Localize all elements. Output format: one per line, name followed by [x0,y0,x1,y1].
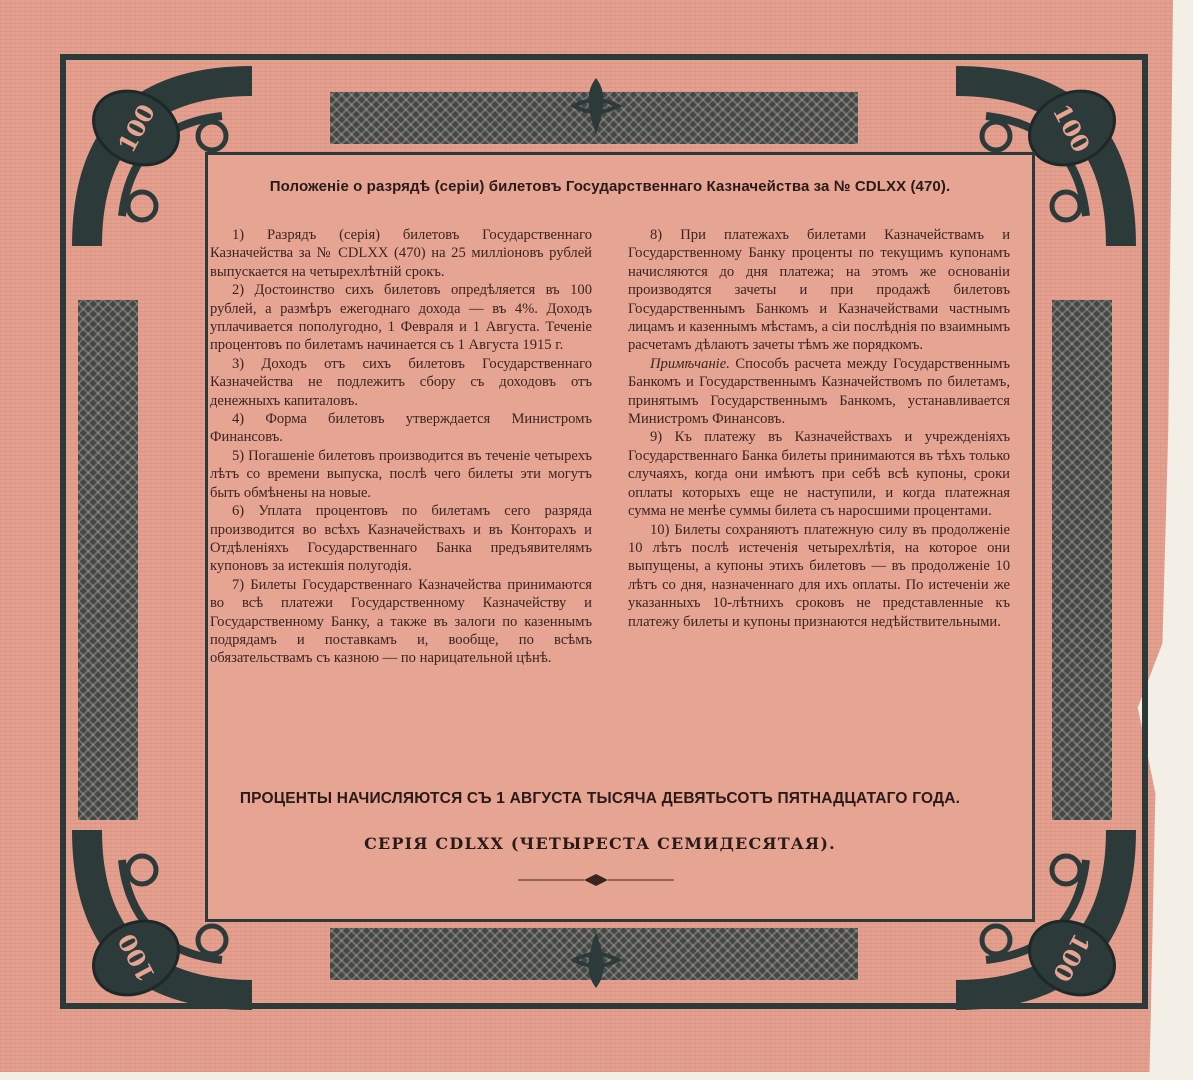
clause-1: 1) Разрядъ (серія) билетовъ Государственнаго Казначейства за № CDLXX (470) на 25 милліоновъ рублей выпускается на четырехлѣтній срокъ. [210,227,592,280]
clause-3: 3) Доходъ отъ сихъ билетовъ Государственнаго Казначейства не подлежитъ сбору съ доходовъ отъ денежныхъ капиталовъ. [210,355,592,409]
clause-9: 9) Къ платежу въ Казначействахъ и учрежденіяхъ Государственнаго Банка билеты принимаются въ тѣхъ только случаяхъ, когда они имѣютъ при себѣ всѣ купоны, сроки оплаты которыхъ еще не наступили, и когда платежная сумма не менѣе суммы билета съ наросшими процентами. [628,429,1010,520]
denomination-text: 100 [111,929,161,987]
left-text-column [210,226,592,668]
clause-5: 5) Погашеніе билетовъ производится въ теченіе четырехъ лѣтъ со времени выпуска, послѣ чего билеты эти могутъ быть обмѣнены на новые. [210,447,592,501]
right-guilloche-band [1052,300,1112,820]
clause-10: 10) Билеты сохраняютъ платежную силу въ продолженіе 10 лѣтъ послѣ истеченія четырехлѣтія, на которое они выпущены, а купоны этихъ билетовъ — въ продолженіе 10 лѣтъ со дня, назначеннаго для ихъ оплаты. По истеченіи же указанныхъ 10-лѣтнихъ сроковъ не представленные къ платежу билеты и купоны признаются недѣйствительными. [628,521,1010,630]
clause-7: 7) Билеты Государственнаго Казначейства принимаются во всѣ платежи Государственному Казначейству и Государственному Банку, а также въ залоги по казеннымъ подрядамъ и поставкамъ и, вообще, по всѣмъ обязательствамъ съ казною — по нарицательной цѣнѣ. [210,576,592,667]
denomination-text: 100 [1047,929,1097,987]
left-guilloche-band [78,300,138,820]
clause-4: 4) Форма билетовъ утверждается Министромъ Финансовъ. [210,411,592,446]
denomination-text: 100 [111,99,161,157]
note-text: Способъ расчета между Государственнымъ Банкомъ и Государственнымъ Казначействомъ по билетамъ, принятымъ Государственнымъ Банкомъ, устанавливается Министромъ Финансовъ. [628,355,1010,428]
interest-statement: ПРОЦЕНТЫ НАЧИСЛЯЮТСЯ СЪ 1 АВГУСТА ТЫСЯЧА ДЕВЯТЬСОТЪ ПЯТНАДЦАТАГО ГОДА. [239,790,961,807]
document-heading: Положеніе о разрядѣ (серіи) билетовъ Государственнаго Казначейства за № CDLXX (470). [269,178,951,195]
clause-2: 2) Достоинство сихъ билетовъ опредѣляется въ 100 рублей, а размѣръ ежегоднаго дохода — въ 4%. Доходъ уплачивается пополугодно, 1 Февраля и 1 Августа. Теченіе процентовъ по билетамъ начинается съ 1 Августа 1915 г. [210,282,592,354]
clause-8: 8) При платежахъ билетами Казначействамъ и Государственному Банку проценты по текущимъ купонамъ начисляются до дня платежа; на этомъ же основаніи производятся зачеты и при продажѣ билетовъ Государственнымъ Банкомъ и Казначействами частнымъ лицамъ и казеннымъ мѣстамъ, а сіи послѣднія по взаимнымъ расчетамъ дѣлаютъ зачеты тѣмъ же порядкомъ. [628,227,1010,354]
right-text-column [628,226,1010,631]
fleuron-crest-icon [566,76,626,136]
note-label: Примѣчаніе. [650,355,730,372]
clause-6: 6) Уплата процентовъ по билетамъ сего разряда производится во всѣхъ Казначействахъ и въ Конторахъ и Отдѣленіяхъ Государственнаго Банка предъявителямъ купоновъ за истекшія полугодія. [210,503,592,575]
denomination-text: 100 [1047,99,1097,157]
divider-ornament-icon [518,872,674,888]
series-statement: СЕРІЯ CDLXX (ЧЕТЫРЕСТА СЕМИДЕСЯТАЯ). [364,834,836,853]
fleuron-crest-icon [566,930,626,990]
clause-note [628,355,1010,429]
